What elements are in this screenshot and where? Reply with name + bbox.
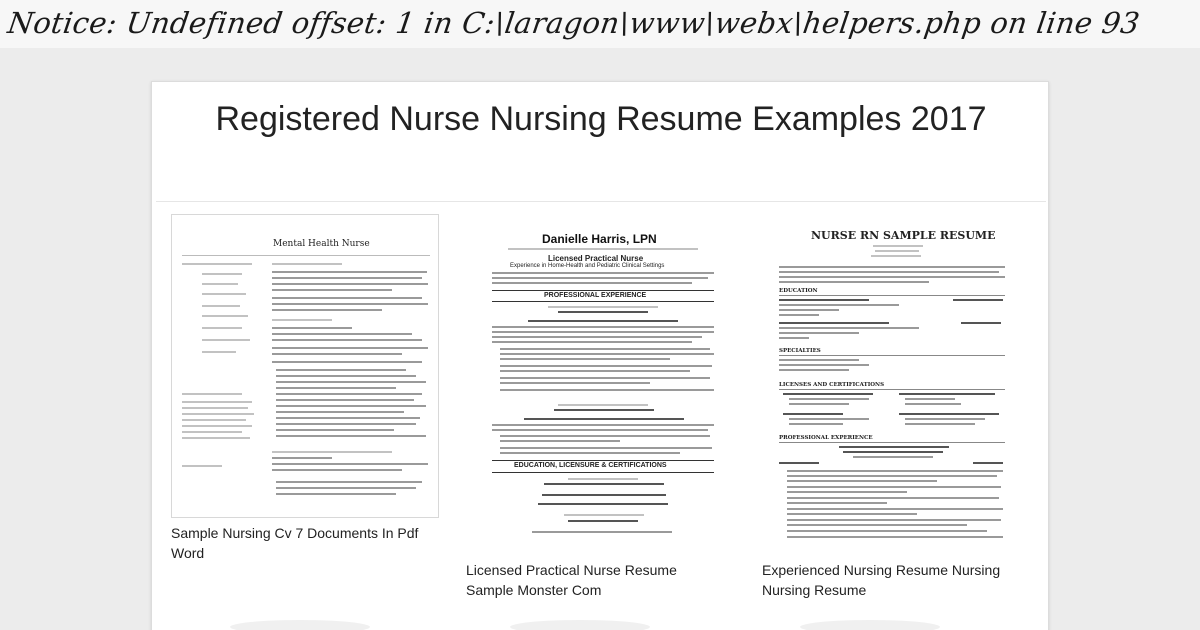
thumbnail-3-section-licenses: LICENSES AND CERTIFICATIONS [779, 382, 885, 388]
content-card [151, 81, 1049, 630]
page-title: Registered Nurse Nursing Resume Examples 2017 [215, 100, 987, 138]
shadow-1 [230, 620, 370, 630]
gallery-thumbnail-2[interactable] [488, 230, 718, 552]
php-notice-bar [0, 0, 1200, 48]
thumbnail-1-title: Mental Health Nurse [273, 239, 370, 249]
thumbnail-3-section-specialties: SPECIALTIES [779, 348, 821, 354]
thumbnail-2-section-2: EDUCATION, LICENSURE & CERTIFICATIONS [514, 462, 667, 469]
thumbnail-3-title: NURSE RN SAMPLE RESUME [811, 229, 996, 242]
thumbnail-2-name: Danielle Harris, LPN [542, 232, 657, 246]
thumbnail-2-subtitle: Licensed Practical Nurse [548, 254, 644, 263]
gallery-caption-3[interactable]: Experienced Nursing Resume Nursing Nursing Resume [762, 562, 1001, 598]
shadow-3 [800, 620, 940, 630]
gallery-caption-2[interactable]: Licensed Practical Nurse Resume Sample Monster Com [466, 562, 677, 598]
thumbnail-2-section-1: PROFESSIONAL EXPERIENCE [544, 292, 647, 299]
thumbnail-3-section-experience: PROFESSIONAL EXPERIENCE [779, 435, 873, 441]
php-notice-text: Notice: Undefined offset: 1 in C:\laragon\www\webx\helpers.php on line 93 [5, 6, 1142, 40]
gallery-thumbnail-3[interactable] [773, 224, 1013, 549]
gallery-caption-1[interactable]: Sample Nursing Cv 7 Documents In Pdf Word [171, 525, 419, 561]
thumbnail-2-subtitle-2: Experience in Home-Health and Pediatric Clinical Settings [510, 263, 665, 269]
gallery-thumbnail-1[interactable] [171, 214, 439, 518]
title-divider [156, 201, 1046, 202]
thumbnail-3-section-education: EDUCATION [779, 288, 818, 294]
shadow-2 [510, 620, 650, 630]
